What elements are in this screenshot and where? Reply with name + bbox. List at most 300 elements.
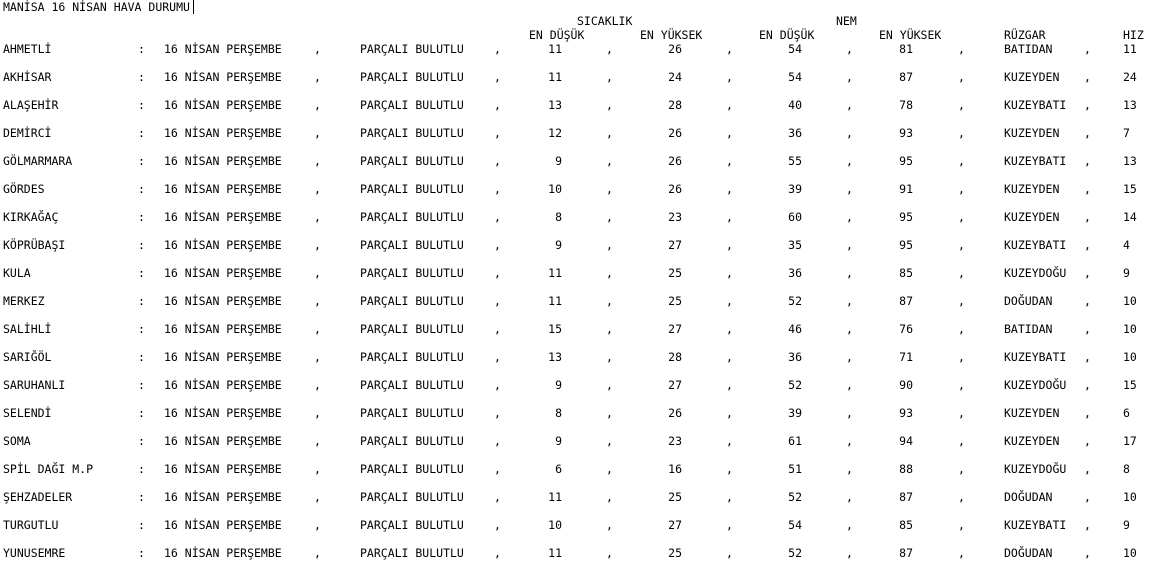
location-name: GÖRDES: [3, 182, 45, 196]
separator-comma: ,: [726, 42, 733, 56]
separator-comma: ,: [606, 462, 613, 476]
temp-min-value: 9: [555, 238, 562, 252]
humidity-max-value: 87: [899, 546, 913, 560]
wind-speed: 10: [1123, 350, 1137, 364]
condition-text: PARÇALI BULUTLU: [360, 518, 464, 532]
separator-comma: ,: [726, 518, 733, 532]
separator-comma: ,: [494, 98, 501, 112]
humidity-min-value: 52: [788, 294, 802, 308]
wind-speed: 7: [1123, 126, 1130, 140]
separator-comma: ,: [606, 350, 613, 364]
separator-comma: ,: [846, 378, 853, 392]
table-row: [0, 434, 1166, 448]
condition-text: PARÇALI BULUTLU: [360, 182, 464, 196]
header-temp-min: EN DÜŞÜK: [529, 28, 585, 42]
wind-speed: 15: [1123, 182, 1137, 196]
wind-direction: KUZEYDOĞU: [1004, 266, 1067, 280]
separator-comma: ,: [958, 406, 965, 420]
separator-comma: ,: [846, 98, 853, 112]
separator-comma: ,: [494, 350, 501, 364]
separator-comma: ,: [726, 462, 733, 476]
separator-comma: ,: [494, 238, 501, 252]
separator-comma: ,: [494, 126, 501, 140]
wind-direction: KUZEYDEN: [1004, 434, 1060, 448]
location-name: SARIĞÖL: [3, 350, 52, 364]
condition-text: PARÇALI BULUTLU: [360, 406, 464, 420]
humidity-min-value: 54: [788, 42, 802, 56]
separator-comma: ,: [846, 154, 853, 168]
wind-speed: 17: [1123, 434, 1137, 448]
wind-speed: 9: [1123, 518, 1130, 532]
separator-comma: ,: [726, 294, 733, 308]
separator-colon: :: [138, 406, 145, 420]
separator-colon: :: [138, 98, 145, 112]
temp-max-value: 26: [668, 182, 682, 196]
separator-comma: ,: [494, 378, 501, 392]
separator-comma: ,: [606, 294, 613, 308]
separator-comma: ,: [606, 378, 613, 392]
temp-max-value: 28: [668, 350, 682, 364]
date-text: 16 NİSAN PERŞEMBE: [164, 154, 282, 168]
date-text: 16 NİSAN PERŞEMBE: [164, 210, 282, 224]
temp-min-value: 8: [555, 406, 562, 420]
separator-comma: ,: [726, 266, 733, 280]
separator-comma: ,: [494, 406, 501, 420]
separator-comma: ,: [1084, 98, 1091, 112]
location-name: MERKEZ: [3, 294, 45, 308]
table-row: [0, 490, 1166, 504]
wind-speed: 13: [1123, 98, 1137, 112]
separator-comma: ,: [846, 210, 853, 224]
separator-comma: ,: [494, 322, 501, 336]
temp-min-value: 9: [555, 378, 562, 392]
separator-comma: ,: [1084, 322, 1091, 336]
wind-direction: KUZEYDOĞU: [1004, 462, 1067, 476]
humidity-max-value: 93: [899, 126, 913, 140]
separator-comma: ,: [726, 434, 733, 448]
location-name: DEMİRCİ: [3, 126, 52, 140]
wind-direction: KUZEYDEN: [1004, 406, 1060, 420]
separator-comma: ,: [314, 42, 321, 56]
separator-comma: ,: [1084, 462, 1091, 476]
separator-comma: ,: [846, 126, 853, 140]
separator-comma: ,: [494, 490, 501, 504]
table-row: [0, 42, 1166, 56]
separator-colon: :: [138, 70, 145, 84]
separator-comma: ,: [958, 518, 965, 532]
location-name: SPİL DAĞI M.P: [3, 462, 94, 476]
location-name: AKHİSAR: [3, 70, 52, 84]
date-text: 16 NİSAN PERŞEMBE: [164, 518, 282, 532]
humidity-min-value: 52: [788, 546, 802, 560]
humidity-min-value: 54: [788, 70, 802, 84]
separator-comma: ,: [314, 238, 321, 252]
humidity-min-value: 39: [788, 406, 802, 420]
temp-max-value: 24: [668, 70, 682, 84]
condition-text: PARÇALI BULUTLU: [360, 238, 464, 252]
separator-comma: ,: [1084, 238, 1091, 252]
separator-colon: :: [138, 490, 145, 504]
condition-text: PARÇALI BULUTLU: [360, 98, 464, 112]
condition-text: PARÇALI BULUTLU: [360, 126, 464, 140]
separator-comma: ,: [314, 322, 321, 336]
separator-comma: ,: [494, 294, 501, 308]
separator-comma: ,: [958, 182, 965, 196]
date-text: 16 NİSAN PERŞEMBE: [164, 378, 282, 392]
location-name: ALAŞEHİR: [3, 98, 59, 112]
temp-max-value: 27: [668, 238, 682, 252]
humidity-min-value: 36: [788, 126, 802, 140]
separator-colon: :: [138, 350, 145, 364]
separator-comma: ,: [726, 70, 733, 84]
separator-comma: ,: [1084, 518, 1091, 532]
separator-comma: ,: [846, 70, 853, 84]
separator-colon: :: [138, 322, 145, 336]
wind-speed: 13: [1123, 154, 1137, 168]
separator-comma: ,: [726, 490, 733, 504]
temp-max-value: 23: [668, 434, 682, 448]
wind-speed: 14: [1123, 210, 1137, 224]
humidity-max-value: 78: [899, 98, 913, 112]
temp-min-value: 13: [548, 98, 562, 112]
date-text: 16 NİSAN PERŞEMBE: [164, 70, 282, 84]
date-text: 16 NİSAN PERŞEMBE: [164, 294, 282, 308]
separator-comma: ,: [846, 182, 853, 196]
date-text: 16 NİSAN PERŞEMBE: [164, 182, 282, 196]
location-name: SOMA: [3, 434, 31, 448]
wind-direction: KUZEYDEN: [1004, 182, 1060, 196]
table-row: [0, 70, 1166, 84]
humidity-min-value: 39: [788, 182, 802, 196]
temp-min-value: 6: [555, 462, 562, 476]
humidity-max-value: 87: [899, 294, 913, 308]
humidity-max-value: 95: [899, 210, 913, 224]
separator-comma: ,: [494, 546, 501, 560]
separator-comma: ,: [726, 154, 733, 168]
temp-min-value: 12: [548, 126, 562, 140]
wind-speed: 15: [1123, 378, 1137, 392]
separator-comma: ,: [494, 70, 501, 84]
separator-comma: ,: [314, 434, 321, 448]
table-row: [0, 546, 1166, 560]
table-row: [0, 238, 1166, 252]
humidity-max-value: 95: [899, 238, 913, 252]
separator-comma: ,: [1084, 406, 1091, 420]
separator-comma: ,: [606, 490, 613, 504]
temp-max-value: 26: [668, 406, 682, 420]
separator-comma: ,: [726, 182, 733, 196]
wind-speed: 10: [1123, 490, 1137, 504]
wind-direction: KUZEYDEN: [1004, 126, 1060, 140]
separator-comma: ,: [606, 42, 613, 56]
separator-comma: ,: [314, 518, 321, 532]
separator-comma: ,: [846, 518, 853, 532]
separator-comma: ,: [314, 378, 321, 392]
separator-comma: ,: [494, 434, 501, 448]
condition-text: PARÇALI BULUTLU: [360, 154, 464, 168]
temp-max-value: 26: [668, 126, 682, 140]
wind-speed: 4: [1123, 238, 1130, 252]
separator-comma: ,: [846, 406, 853, 420]
separator-comma: ,: [314, 294, 321, 308]
location-name: GÖLMARMARA: [3, 154, 73, 168]
separator-comma: ,: [1084, 210, 1091, 224]
separator-comma: ,: [606, 126, 613, 140]
separator-comma: ,: [606, 266, 613, 280]
temp-min-value: 11: [548, 490, 562, 504]
date-text: 16 NİSAN PERŞEMBE: [164, 350, 282, 364]
wind-direction: BATIDAN: [1004, 42, 1053, 56]
humidity-max-value: 71: [899, 350, 913, 364]
separator-comma: ,: [494, 182, 501, 196]
separator-comma: ,: [1084, 266, 1091, 280]
humidity-min-value: 60: [788, 210, 802, 224]
separator-comma: ,: [846, 490, 853, 504]
temp-min-value: 10: [548, 182, 562, 196]
wind-direction: KUZEYBATI: [1004, 238, 1067, 252]
temp-max-value: 23: [668, 210, 682, 224]
humidity-min-value: 55: [788, 154, 802, 168]
humidity-max-value: 81: [899, 42, 913, 56]
separator-comma: ,: [1084, 126, 1091, 140]
temp-min-value: 11: [548, 266, 562, 280]
condition-text: PARÇALI BULUTLU: [360, 266, 464, 280]
wind-speed: 9: [1123, 266, 1130, 280]
separator-comma: ,: [606, 322, 613, 336]
separator-comma: ,: [314, 462, 321, 476]
separator-comma: ,: [846, 322, 853, 336]
separator-comma: ,: [314, 210, 321, 224]
separator-colon: :: [138, 518, 145, 532]
location-name: KÖPRÜBAŞI: [3, 238, 66, 252]
separator-colon: :: [138, 294, 145, 308]
separator-comma: ,: [606, 210, 613, 224]
separator-comma: ,: [958, 350, 965, 364]
separator-comma: ,: [314, 266, 321, 280]
table-row: [0, 126, 1166, 140]
temp-max-value: 25: [668, 546, 682, 560]
temp-max-value: 16: [668, 462, 682, 476]
humidity-max-value: 95: [899, 154, 913, 168]
separator-colon: :: [138, 42, 145, 56]
separator-comma: ,: [1084, 490, 1091, 504]
humidity-min-value: 35: [788, 238, 802, 252]
temp-min-value: 13: [548, 350, 562, 364]
separator-comma: ,: [494, 462, 501, 476]
wind-direction: KUZEYBATI: [1004, 154, 1067, 168]
location-name: KIRKAĞAÇ: [3, 210, 59, 224]
wind-direction: KUZEYBATI: [1004, 98, 1067, 112]
condition-text: PARÇALI BULUTLU: [360, 350, 464, 364]
separator-comma: ,: [606, 98, 613, 112]
separator-comma: ,: [958, 294, 965, 308]
separator-comma: ,: [846, 462, 853, 476]
separator-colon: :: [138, 378, 145, 392]
table-row: [0, 154, 1166, 168]
wind-speed: 24: [1123, 70, 1137, 84]
separator-comma: ,: [314, 98, 321, 112]
wind-speed: 10: [1123, 546, 1137, 560]
condition-text: PARÇALI BULUTLU: [360, 294, 464, 308]
temp-max-value: 27: [668, 322, 682, 336]
humidity-max-value: 87: [899, 70, 913, 84]
header-hum-max: EN YÜKSEK: [879, 28, 942, 42]
separator-comma: ,: [958, 210, 965, 224]
location-name: SELENDİ: [3, 406, 52, 420]
header-temperature-group: SICAKLIK: [577, 14, 633, 28]
separator-comma: ,: [846, 238, 853, 252]
date-text: 16 NİSAN PERŞEMBE: [164, 546, 282, 560]
wind-direction: KUZEYDEN: [1004, 70, 1060, 84]
wind-speed: 8: [1123, 462, 1130, 476]
separator-comma: ,: [314, 490, 321, 504]
separator-colon: :: [138, 238, 145, 252]
header-speed: HIZ: [1123, 28, 1144, 42]
humidity-max-value: 87: [899, 490, 913, 504]
wind-direction: KUZEYBATI: [1004, 350, 1067, 364]
separator-comma: ,: [846, 42, 853, 56]
temp-min-value: 8: [555, 210, 562, 224]
separator-comma: ,: [494, 210, 501, 224]
separator-comma: ,: [958, 490, 965, 504]
separator-comma: ,: [1084, 70, 1091, 84]
humidity-min-value: 54: [788, 518, 802, 532]
temp-min-value: 11: [548, 546, 562, 560]
condition-text: PARÇALI BULUTLU: [360, 42, 464, 56]
date-text: 16 NİSAN PERŞEMBE: [164, 490, 282, 504]
separator-comma: ,: [1084, 378, 1091, 392]
wind-direction: DOĞUDAN: [1004, 490, 1053, 504]
date-text: 16 NİSAN PERŞEMBE: [164, 462, 282, 476]
humidity-max-value: 76: [899, 322, 913, 336]
separator-comma: ,: [1084, 350, 1091, 364]
location-name: SARUHANLI: [3, 378, 66, 392]
separator-comma: ,: [494, 42, 501, 56]
location-name: AHMETLİ: [3, 42, 52, 56]
wind-speed: 10: [1123, 294, 1137, 308]
wind-direction: DOĞUDAN: [1004, 294, 1053, 308]
separator-comma: ,: [606, 406, 613, 420]
header-hum-min: EN DÜŞÜK: [759, 28, 815, 42]
separator-comma: ,: [606, 182, 613, 196]
header-humidity-group: NEM: [836, 14, 857, 28]
humidity-min-value: 51: [788, 462, 802, 476]
separator-comma: ,: [726, 378, 733, 392]
separator-comma: ,: [726, 98, 733, 112]
separator-comma: ,: [494, 154, 501, 168]
table-row: [0, 406, 1166, 420]
humidity-min-value: 52: [788, 378, 802, 392]
temp-max-value: 27: [668, 518, 682, 532]
wind-direction: KUZEYDEN: [1004, 210, 1060, 224]
location-name: TURGUTLU: [3, 518, 59, 532]
date-text: 16 NİSAN PERŞEMBE: [164, 238, 282, 252]
location-name: YUNUSEMRE: [3, 546, 66, 560]
humidity-max-value: 90: [899, 378, 913, 392]
header-wind: RÜZGAR: [1004, 28, 1046, 42]
condition-text: PARÇALI BULUTLU: [360, 210, 464, 224]
separator-comma: ,: [846, 546, 853, 560]
separator-comma: ,: [606, 70, 613, 84]
temp-max-value: 26: [668, 42, 682, 56]
separator-comma: ,: [314, 546, 321, 560]
separator-comma: ,: [726, 546, 733, 560]
humidity-min-value: 36: [788, 266, 802, 280]
separator-comma: ,: [846, 294, 853, 308]
separator-colon: :: [138, 154, 145, 168]
separator-colon: :: [138, 182, 145, 196]
table-row: [0, 462, 1166, 476]
separator-comma: ,: [1084, 154, 1091, 168]
temp-max-value: 25: [668, 490, 682, 504]
table-row: [0, 210, 1166, 224]
separator-comma: ,: [314, 182, 321, 196]
separator-comma: ,: [958, 434, 965, 448]
separator-comma: ,: [606, 546, 613, 560]
separator-comma: ,: [958, 98, 965, 112]
location-name: ŞEHZADELER: [3, 490, 73, 504]
separator-comma: ,: [846, 266, 853, 280]
separator-comma: ,: [494, 266, 501, 280]
humidity-min-value: 52: [788, 490, 802, 504]
humidity-max-value: 91: [899, 182, 913, 196]
temp-max-value: 27: [668, 378, 682, 392]
separator-comma: ,: [726, 322, 733, 336]
wind-speed: 6: [1123, 406, 1130, 420]
date-text: 16 NİSAN PERŞEMBE: [164, 266, 282, 280]
separator-comma: ,: [494, 518, 501, 532]
separator-colon: :: [138, 126, 145, 140]
temp-min-value: 10: [548, 518, 562, 532]
separator-colon: :: [138, 462, 145, 476]
table-row: [0, 294, 1166, 308]
location-name: SALİHLİ: [3, 322, 52, 336]
separator-comma: ,: [958, 378, 965, 392]
separator-comma: ,: [1084, 182, 1091, 196]
separator-comma: ,: [846, 434, 853, 448]
condition-text: PARÇALI BULUTLU: [360, 434, 464, 448]
separator-comma: ,: [958, 126, 965, 140]
separator-colon: :: [138, 434, 145, 448]
separator-comma: ,: [606, 434, 613, 448]
separator-comma: ,: [726, 210, 733, 224]
separator-comma: ,: [314, 70, 321, 84]
condition-text: PARÇALI BULUTLU: [360, 378, 464, 392]
humidity-min-value: 46: [788, 322, 802, 336]
humidity-min-value: 40: [788, 98, 802, 112]
temp-min-value: 9: [555, 434, 562, 448]
separator-comma: ,: [958, 546, 965, 560]
text-cursor: [193, 0, 194, 14]
temp-min-value: 11: [548, 294, 562, 308]
condition-text: PARÇALI BULUTLU: [360, 546, 464, 560]
separator-comma: ,: [606, 518, 613, 532]
date-text: 16 NİSAN PERŞEMBE: [164, 42, 282, 56]
table-row: [0, 322, 1166, 336]
humidity-max-value: 88: [899, 462, 913, 476]
humidity-max-value: 93: [899, 406, 913, 420]
separator-comma: ,: [726, 406, 733, 420]
separator-comma: ,: [958, 266, 965, 280]
wind-direction: KUZEYBATI: [1004, 518, 1067, 532]
date-text: 16 NİSAN PERŞEMBE: [164, 98, 282, 112]
wind-speed: 10: [1123, 322, 1137, 336]
date-text: 16 NİSAN PERŞEMBE: [164, 406, 282, 420]
separator-comma: ,: [314, 350, 321, 364]
date-text: 16 NİSAN PERŞEMBE: [164, 434, 282, 448]
separator-colon: :: [138, 546, 145, 560]
temp-max-value: 25: [668, 266, 682, 280]
